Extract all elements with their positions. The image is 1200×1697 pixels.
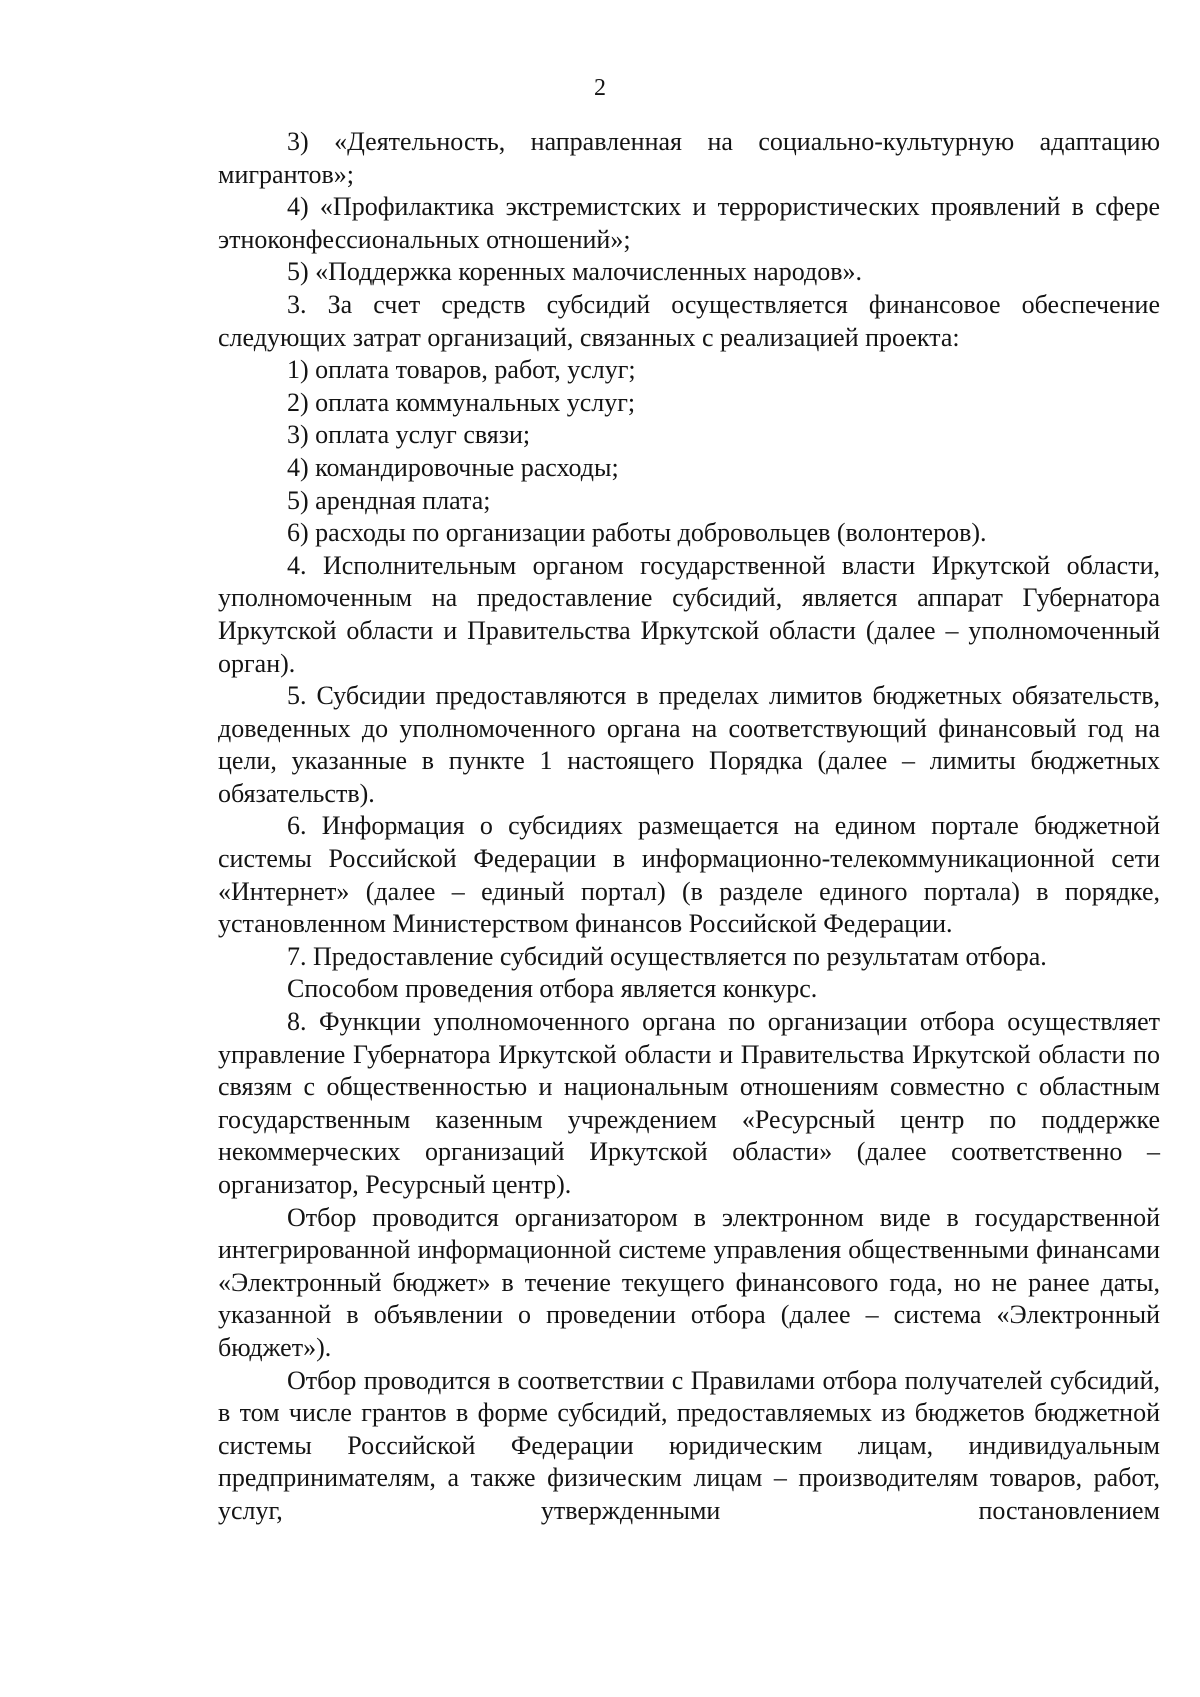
- paragraph: 5) «Поддержка коренных малочисленных народов».: [287, 257, 862, 287]
- paragraph: 6. Информация о субсидиях размещается на едином портале бюджетной системы Российской Федерации в информационно-телекоммуникационной сети «Интернет» (далее – единый портал) (в разделе единого портала) в порядке, установленном Министерством финансов Российской Федерации.: [218, 811, 1160, 939]
- paragraph: 6) расходы по организации работы добровольцев (волонтеров).: [287, 518, 987, 548]
- paragraph: 8. Функции уполномоченного органа по организации отбора осуществляет управление Губернатора Иркутской области и Правительства Иркутской области по связям с общественностью и национальным отношениям совместно с областным государственным казенным учреждением «Ресурсный центр по поддержке некоммерческих организаций Иркутской области» (далее соответственно – организатор, Ресурсный центр).: [218, 1007, 1160, 1199]
- paragraph: 3) «Деятельность, направленная на социально-культурную адаптацию мигрантов»;: [218, 127, 1160, 189]
- paragraph: 5) арендная плата;: [287, 485, 491, 515]
- paragraph: 4) командировочные расходы;: [287, 452, 619, 482]
- paragraph: 2) оплата коммунальных услуг;: [287, 387, 636, 417]
- paragraph: 4. Исполнительным органом государственной власти Иркутской области, уполномоченным на предоставление субсидий, является аппарат Губернатора Иркутской области и Правительства Иркутской области (далее – уполномоченный орган).: [218, 550, 1160, 678]
- paragraph: 1) оплата товаров, работ, услуг;: [287, 355, 636, 385]
- paragraph: 3. За счет средств субсидий осуществляется финансовое обеспечение следующих затрат организаций, связанных с реализацией проекта:: [218, 289, 1160, 352]
- paragraph: Отбор проводится в соответствии с Правилами отбора получателей субсидий, в том числе грантов в форме субсидий, предоставляемых из бюджетов бюджетной системы Российской Федерации юридическим лицам, индивидуальным предпринимателям, а также физическим лицам – производителям товаров, работ, услуг, утвержденными постановлением: [218, 1365, 1160, 1525]
- paragraph: 3) оплата услуг связи;: [287, 420, 531, 450]
- paragraph: 7. Предоставление субсидий осуществляется по результатам отбора.: [287, 941, 1047, 971]
- paragraph: 4) «Профилактика экстремистских и террористических проявлений в сфере этноконфессиональных отношений»;: [218, 192, 1160, 254]
- paragraph: Способом проведения отбора является конкурс.: [287, 974, 818, 1004]
- page-number: 2: [594, 75, 606, 101]
- paragraph: 5. Субсидии предоставляются в пределах лимитов бюджетных обязательств, доведенных до уполномоченного органа на соответствующий финансовый год на цели, указанные в пункте 1 настоящего Порядка (далее – лимиты бюджетных обязательств).: [218, 681, 1160, 808]
- document-body: [218, 126, 1160, 1528]
- paragraph: Отбор проводится организатором в электронном виде в государственной интегрированной информационной системе управления общественными финансами «Электронный бюджет» в течение текущего финансового года, но не ранее даты, указанной в объявлении о проведении отбора (далее – система «Электронный бюджет»).: [218, 1202, 1160, 1362]
